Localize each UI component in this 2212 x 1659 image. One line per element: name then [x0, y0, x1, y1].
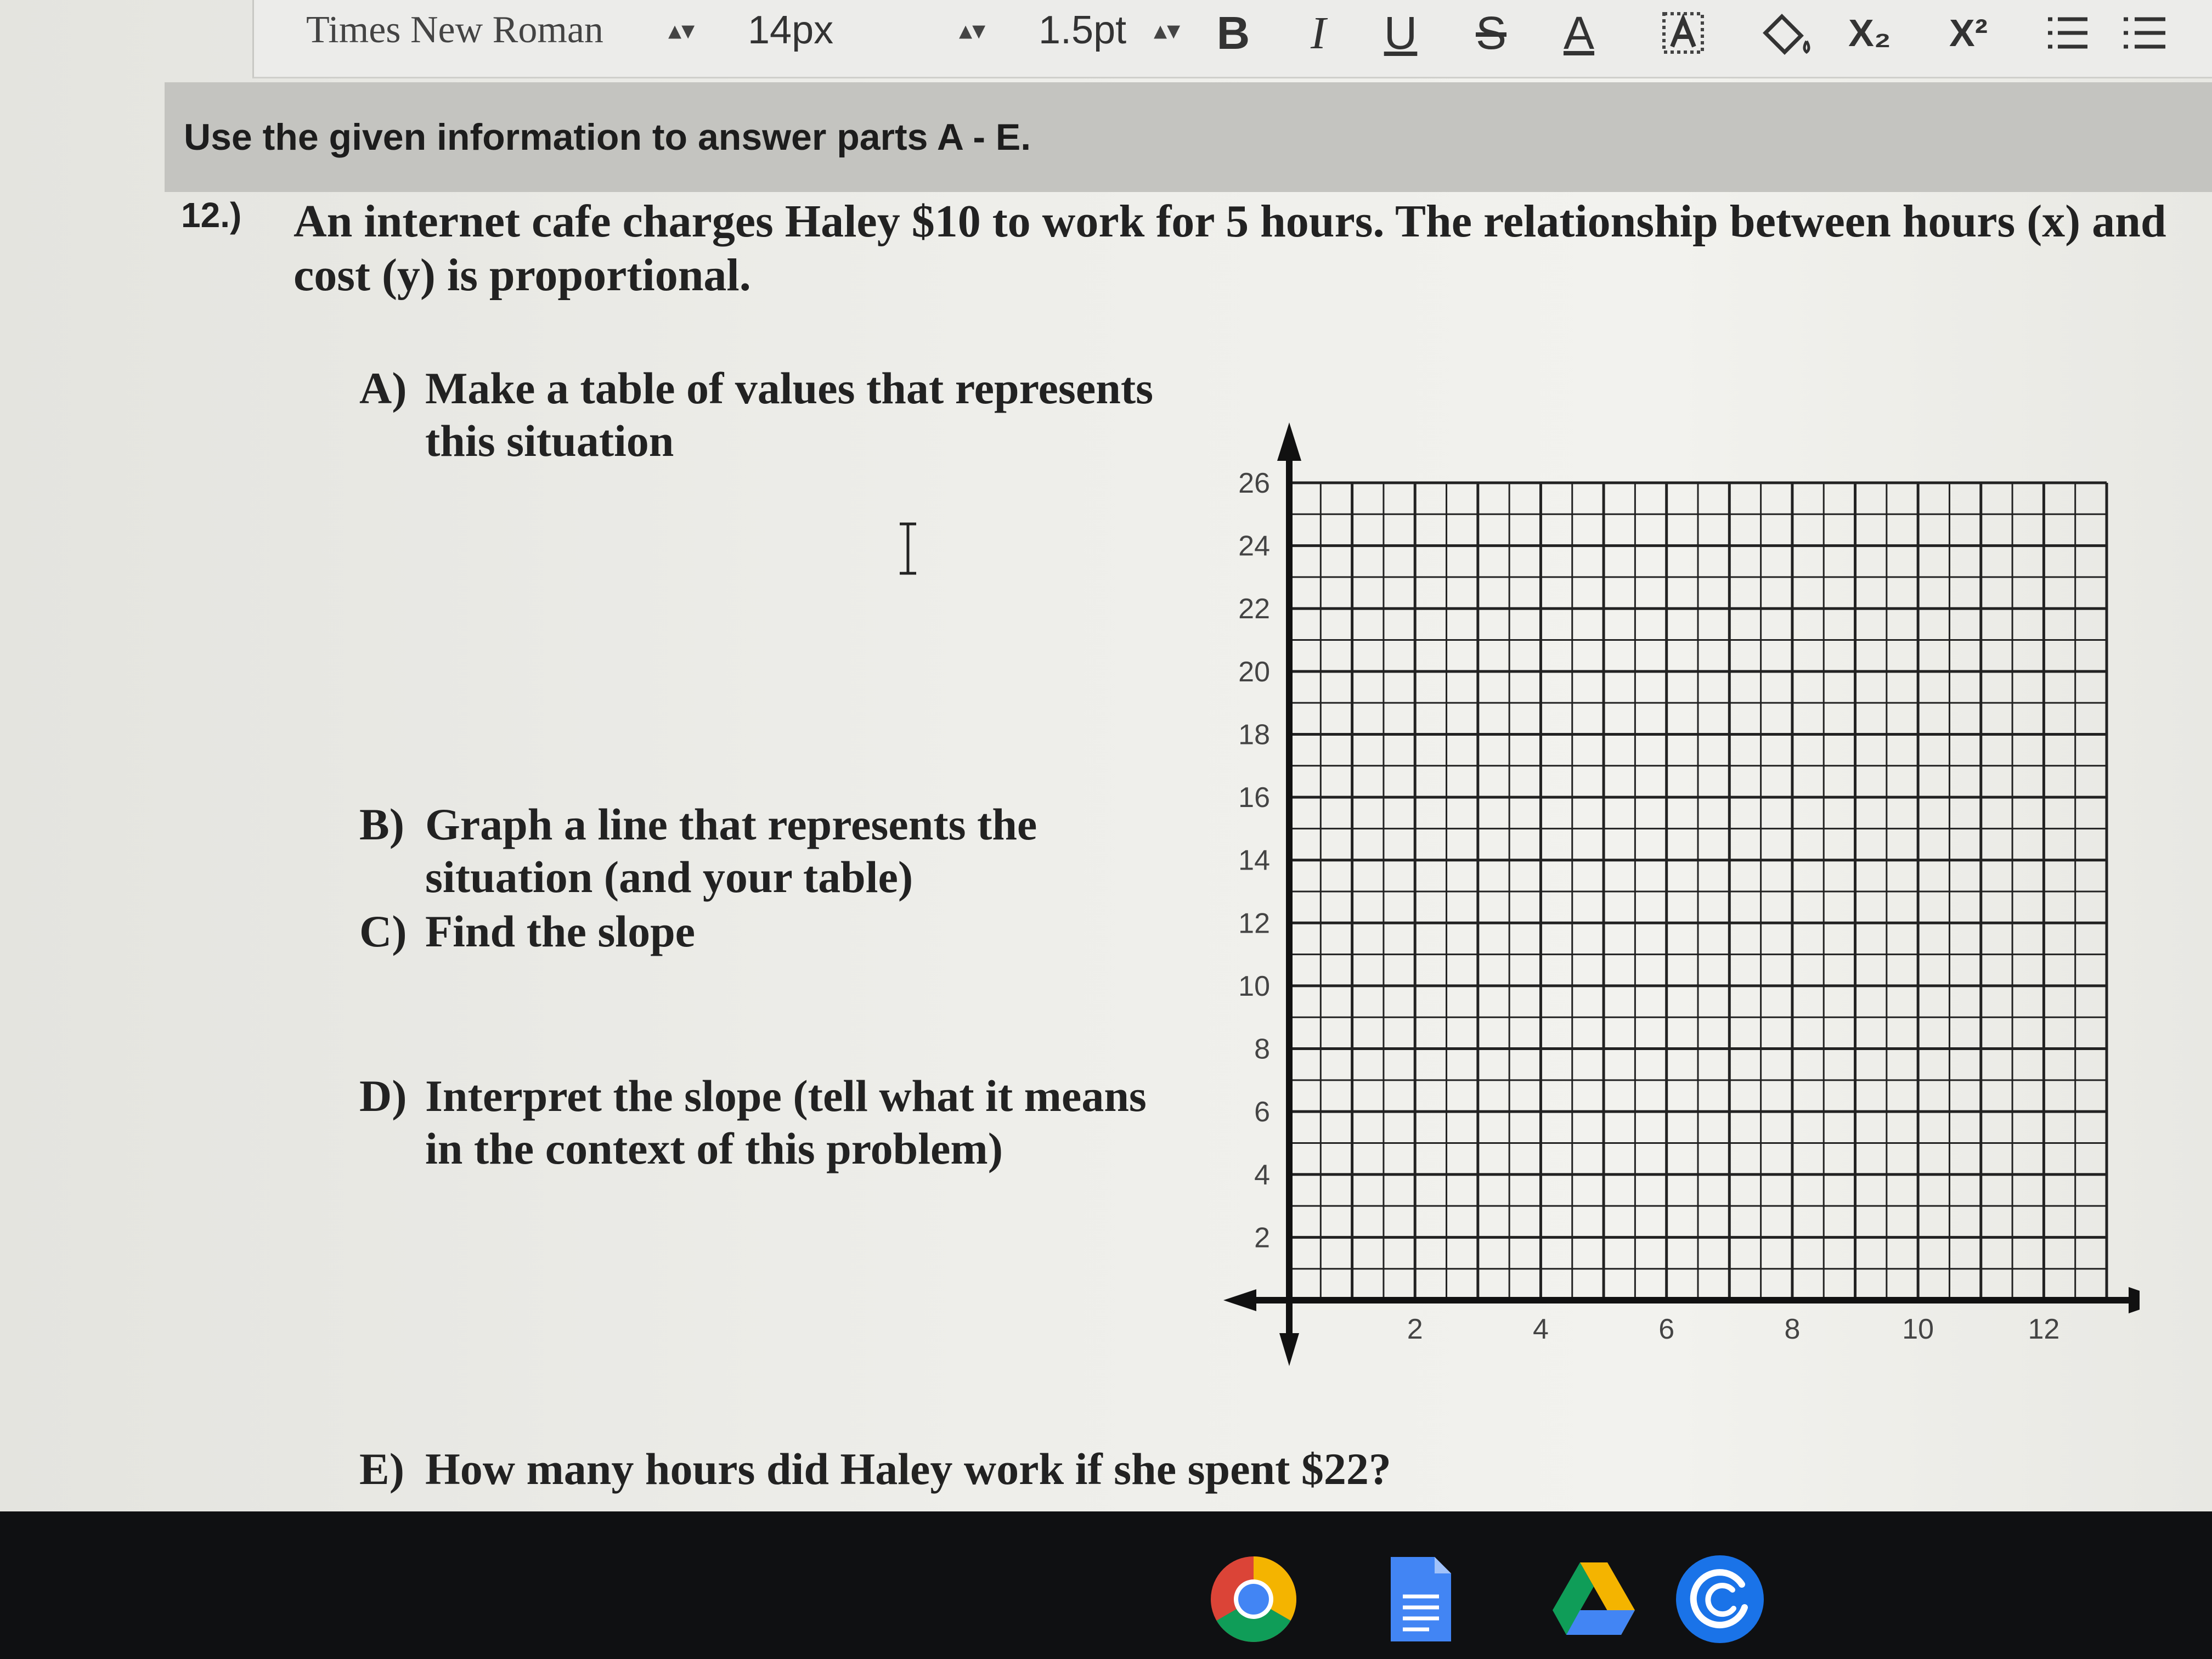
text-cursor-icon — [894, 521, 922, 576]
y-tick-label: 14 — [1238, 844, 1270, 877]
x-tick-label: 4 — [1533, 1313, 1549, 1345]
line-height-value: 1.5pt — [1039, 8, 1127, 52]
paint-bucket-button[interactable] — [1757, 5, 1818, 60]
highlight-button[interactable] — [1658, 5, 1708, 60]
y-tick-label: 22 — [1238, 593, 1270, 625]
x-tick-label: 2 — [1407, 1313, 1423, 1345]
y-tick-label: 8 — [1254, 1033, 1270, 1065]
x-tick-label: 12 — [2028, 1313, 2060, 1345]
italic-button[interactable]: I — [1311, 7, 1326, 59]
part-c-label: C) — [359, 906, 407, 956]
y-tick-label: 18 — [1238, 719, 1270, 751]
part-b[interactable] — [359, 798, 1037, 904]
font-family-spinner-icon[interactable]: ▴▾ — [668, 16, 695, 45]
font-size-select[interactable] — [748, 0, 833, 60]
superscript-button[interactable]: X² — [1949, 12, 1988, 54]
part-e-line-1: How many hours did Haley work if she spent $22? — [425, 1444, 1391, 1494]
x-axis-arrow-right-icon — [2129, 1287, 2140, 1313]
part-a[interactable] — [359, 362, 1153, 467]
bold-button[interactable]: B — [1216, 7, 1250, 59]
drive-icon[interactable] — [1547, 1553, 1640, 1646]
y-tick-label: 26 — [1238, 467, 1270, 499]
numbered-list-button[interactable] — [2042, 5, 2092, 60]
question-number: 12.) — [181, 195, 242, 235]
y-tick-label: 10 — [1238, 970, 1270, 1002]
classroom-icon[interactable] — [1673, 1553, 1767, 1646]
font-color-button[interactable]: A — [1563, 7, 1595, 59]
font-size-value: 14px — [748, 8, 834, 52]
docs-icon[interactable] — [1374, 1553, 1468, 1646]
instructions-banner — [165, 82, 2212, 192]
part-c[interactable] — [359, 905, 695, 958]
bulleted-list-button[interactable] — [2119, 5, 2169, 60]
strikethrough-button[interactable]: S — [1475, 7, 1507, 59]
part-e[interactable] — [359, 1443, 1391, 1496]
x-axis-arrow-left-icon — [1223, 1289, 1256, 1311]
y-tick-label: 2 — [1254, 1222, 1270, 1254]
part-b-line-1: Graph a line that represents the — [425, 799, 1037, 849]
part-c-line-1: Find the slope — [425, 906, 696, 956]
part-a-line-1: Make a table of values that represents — [425, 363, 1154, 413]
underline-button[interactable]: U — [1384, 7, 1418, 59]
y-tick-label: 6 — [1254, 1096, 1270, 1128]
part-e-label: E) — [359, 1444, 404, 1494]
y-tick-label: 4 — [1254, 1159, 1270, 1191]
y-tick-label: 16 — [1238, 782, 1270, 814]
y-tick-label: 24 — [1238, 530, 1270, 562]
coordinate-grid-chart[interactable] — [1207, 411, 2140, 1372]
formatting-toolbar — [252, 0, 2212, 78]
y-tick-label: 12 — [1238, 907, 1270, 940]
question-text[interactable]: An internet cafe charges Haley $10 to work for 5 hours. The relationship between hours (x) and cost (y) is proportional. — [294, 196, 2166, 301]
x-tick-label: 6 — [1658, 1313, 1675, 1345]
instructions-text: Use the given information to answer parts A - E. — [184, 116, 1031, 158]
font-family-select[interactable] — [306, 0, 603, 60]
y-tick-label: 20 — [1238, 656, 1270, 688]
part-d[interactable] — [359, 1070, 1147, 1175]
y-axis-arrow-up-icon — [1277, 422, 1301, 461]
chrome-icon[interactable] — [1207, 1553, 1300, 1646]
bulleted-list-icon — [2119, 8, 2169, 58]
part-b-label: B) — [359, 799, 404, 849]
part-a-label: A) — [359, 363, 407, 413]
x-tick-label: 8 — [1784, 1313, 1801, 1345]
font-size-spinner-icon[interactable]: ▴▾ — [959, 16, 986, 45]
highlight-icon — [1658, 8, 1708, 58]
numbered-list-icon — [2042, 8, 2092, 58]
y-axis-arrow-down-icon — [1279, 1333, 1299, 1366]
part-d-line-1: Interpret the slope (tell what it means — [425, 1071, 1147, 1121]
part-d-line-2: in the context of this problem) — [425, 1124, 1003, 1173]
paint-bucket-icon — [1757, 8, 1818, 58]
taskbar — [0, 1511, 2212, 1659]
x-tick-label: 10 — [1902, 1313, 1934, 1345]
font-family-value: Times New Roman — [306, 9, 603, 51]
part-a-line-2: this situation — [425, 416, 674, 466]
line-height-select[interactable] — [1039, 0, 1126, 60]
line-height-spinner-icon[interactable]: ▴▾ — [1154, 16, 1181, 45]
part-d-label: D) — [359, 1071, 407, 1121]
subscript-button[interactable]: X₂ — [1848, 12, 1891, 54]
part-b-line-2: situation (and your table) — [425, 852, 913, 902]
